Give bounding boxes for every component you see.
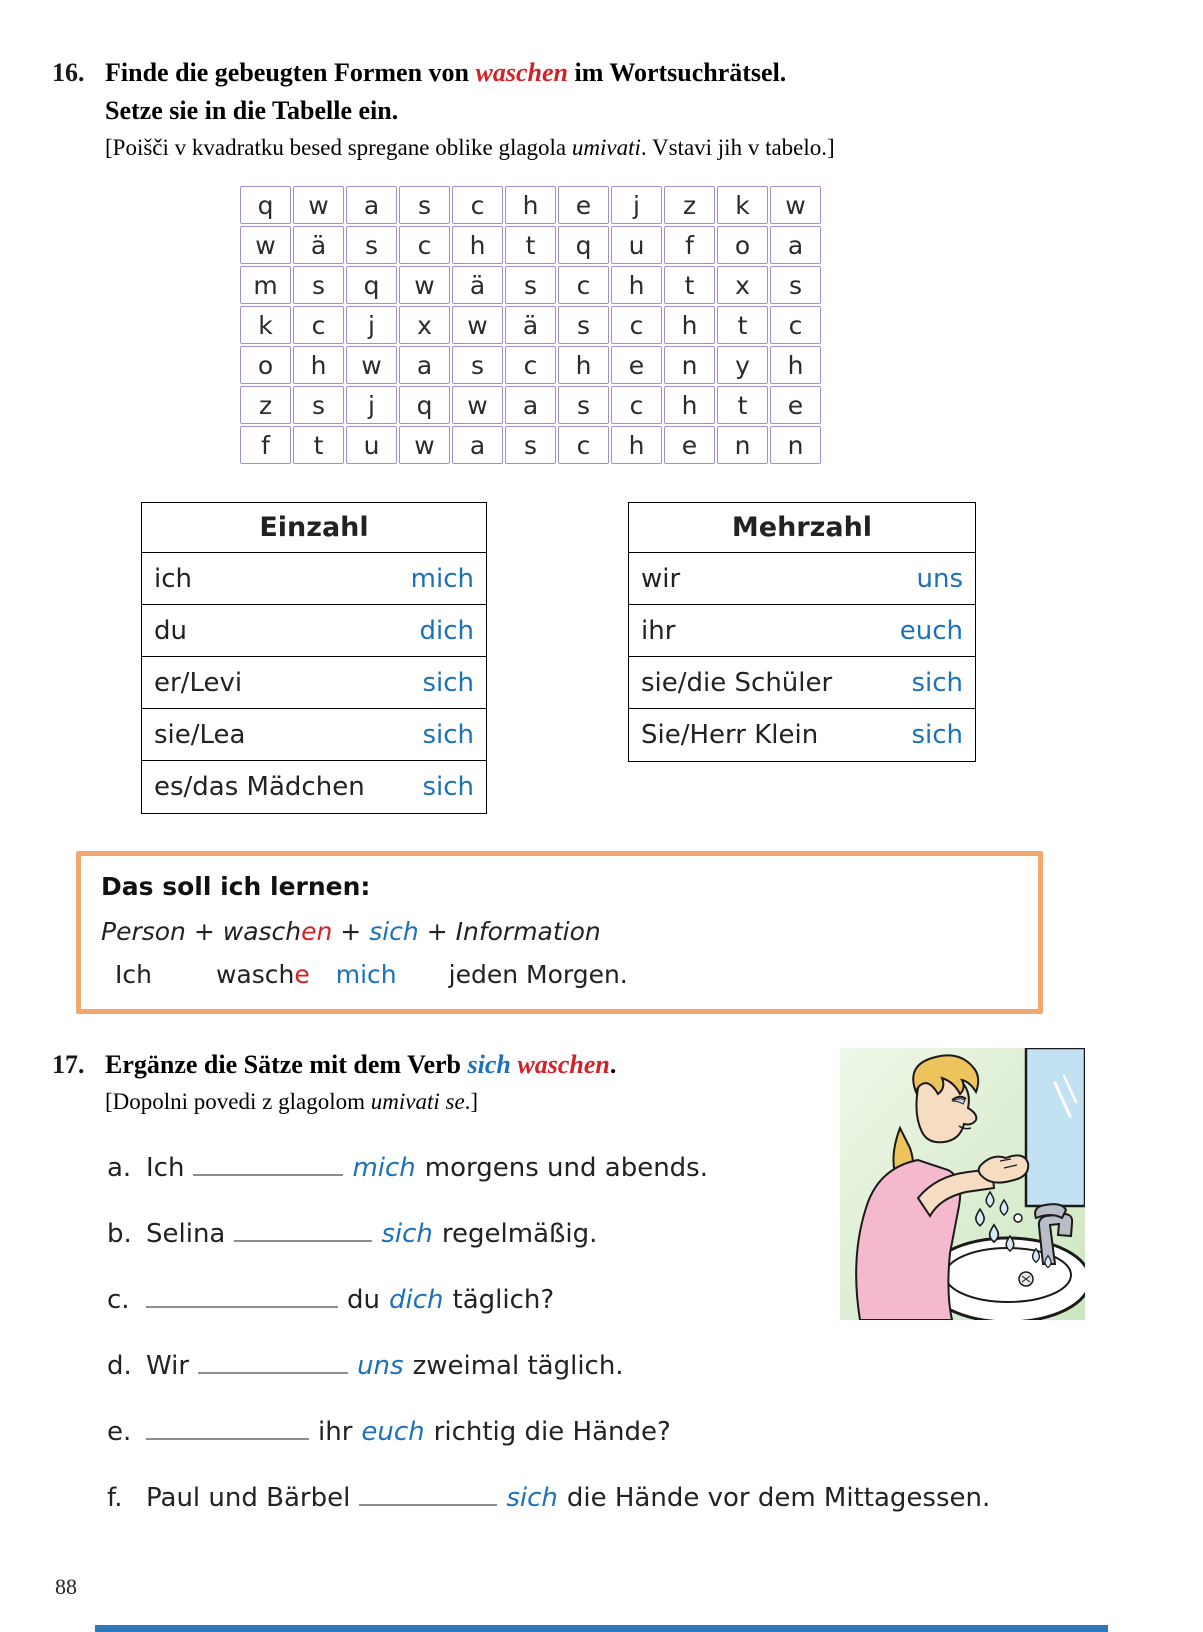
wordsearch-cell: h bbox=[505, 186, 556, 224]
wordsearch-cell: h bbox=[664, 306, 715, 344]
wordsearch-cell: q bbox=[399, 386, 450, 424]
sentence-label: c. bbox=[107, 1285, 130, 1315]
pronoun-label: du bbox=[154, 615, 187, 646]
learn-box-example: Ich wasche mich jeden Morgen. bbox=[115, 960, 628, 989]
wordsearch-cell: c bbox=[399, 226, 450, 264]
wordsearch-cell: c bbox=[452, 186, 503, 224]
wordsearch-cell: j bbox=[611, 186, 662, 224]
page-number: 88 bbox=[55, 1574, 77, 1599]
wordsearch-cell: e bbox=[664, 426, 715, 464]
wordsearch-cell: h bbox=[611, 266, 662, 304]
exercise-17-title: Ergänze die Sätze mit dem Verb sich waschen. bbox=[105, 1050, 617, 1079]
sentence-tail-text: regelmäßig. bbox=[441, 1219, 598, 1249]
sentence-tail-text: morgens und abends. bbox=[424, 1153, 708, 1183]
pronoun-row bbox=[629, 605, 975, 657]
wordsearch-cell: s bbox=[558, 306, 609, 344]
answer-blank bbox=[234, 1216, 372, 1242]
wordsearch-cell: w bbox=[452, 386, 503, 424]
reflexive-answer: sich bbox=[911, 667, 963, 698]
wordsearch-cell: c bbox=[611, 386, 662, 424]
sentence-lead-text: Ich bbox=[146, 1153, 185, 1183]
exercise-16-text bbox=[105, 54, 835, 166]
wordsearch-cell: t bbox=[293, 426, 344, 464]
wordsearch-cell: n bbox=[770, 426, 821, 464]
wordsearch-cell: z bbox=[240, 386, 291, 424]
exercise-17-header bbox=[52, 1046, 616, 1120]
highlight-waschen: waschen bbox=[510, 1050, 610, 1079]
wordsearch-cell: w bbox=[399, 266, 450, 304]
pronoun-row bbox=[142, 553, 486, 605]
wordsearch-cell: ä bbox=[293, 226, 344, 264]
pronoun-label: sie/die Schüler bbox=[641, 667, 833, 698]
answer-blank bbox=[198, 1348, 348, 1374]
mehrzahl-table bbox=[628, 502, 976, 762]
wordsearch-cell: ä bbox=[452, 266, 503, 304]
sentence-f bbox=[107, 1466, 1107, 1532]
reflexive-answer: sich bbox=[422, 772, 474, 802]
wordsearch-cell: w bbox=[770, 186, 821, 224]
sentence-lead-text: Wir bbox=[146, 1351, 190, 1381]
wordsearch-cell: s bbox=[770, 266, 821, 304]
pronoun-label: es/das Mädchen bbox=[154, 772, 365, 802]
sentence-tail-text: täglich? bbox=[452, 1285, 555, 1315]
learn-box-title: Das soll ich lernen: bbox=[101, 872, 371, 901]
wordsearch-cell: a bbox=[346, 186, 397, 224]
sentence-mid-text: ihr bbox=[318, 1417, 353, 1447]
sentence-mid-text: du bbox=[347, 1285, 380, 1315]
wordsearch-cell: x bbox=[717, 266, 768, 304]
wordsearch-cell: t bbox=[717, 306, 768, 344]
wordsearch-cell: s bbox=[346, 226, 397, 264]
wordsearch-cell: m bbox=[240, 266, 291, 304]
footer-bar bbox=[95, 1625, 1108, 1632]
mehrzahl-table-header: Mehrzahl bbox=[629, 503, 975, 553]
wordsearch-cell: w bbox=[399, 426, 450, 464]
wordsearch-cell: s bbox=[558, 386, 609, 424]
wordsearch-cell: n bbox=[717, 426, 768, 464]
pronoun-row bbox=[142, 709, 486, 761]
pronoun-label: ihr bbox=[641, 615, 676, 646]
wordsearch-cell: q bbox=[558, 226, 609, 264]
wordsearch-grid bbox=[240, 186, 821, 464]
wordsearch-cell: e bbox=[770, 386, 821, 424]
pronoun-row bbox=[629, 657, 975, 709]
exercise-16-header bbox=[52, 54, 835, 166]
wordsearch-cell: c bbox=[611, 306, 662, 344]
wordsearch-cell: s bbox=[293, 386, 344, 424]
wordsearch-cell: a bbox=[399, 346, 450, 384]
reflexive-pronoun: sich bbox=[506, 1483, 558, 1513]
wordsearch-cell: u bbox=[346, 426, 397, 464]
sentence-label: a. bbox=[107, 1153, 132, 1183]
highlight-sich: sich bbox=[467, 1050, 511, 1079]
sentence-lead-text: Paul und Bärbel bbox=[146, 1483, 351, 1513]
wordsearch-cell: t bbox=[717, 386, 768, 424]
sentence-tail-text: richtig die Hände? bbox=[433, 1417, 671, 1447]
learn-box-formula: Person + waschen + sich + Information bbox=[101, 917, 601, 946]
wordsearch-cell: t bbox=[664, 266, 715, 304]
wordsearch-cell: h bbox=[611, 426, 662, 464]
wordsearch-cell: h bbox=[452, 226, 503, 264]
reflexive-answer: mich bbox=[410, 563, 474, 594]
pronoun-row bbox=[142, 761, 486, 813]
wordsearch-cell: s bbox=[452, 346, 503, 384]
sentence-tail-text: die Hände vor dem Mittagessen. bbox=[566, 1483, 991, 1513]
wordsearch-cell: s bbox=[293, 266, 344, 304]
learn-box bbox=[76, 851, 1043, 1014]
wordsearch-cell: k bbox=[240, 306, 291, 344]
wordsearch-cell: n bbox=[664, 346, 715, 384]
wordsearch-cell: w bbox=[452, 306, 503, 344]
einzahl-table bbox=[141, 502, 487, 814]
exercise-16-title-line1: Finde die gebeugten Formen von waschen im Wortsuchrätsel. bbox=[105, 58, 787, 87]
wordsearch-cell: x bbox=[399, 306, 450, 344]
reflexive-answer: sich bbox=[911, 720, 963, 750]
wordsearch-cell: h bbox=[293, 346, 344, 384]
exercise-17-number: 17. bbox=[52, 1050, 85, 1079]
sentence-label: e. bbox=[107, 1417, 132, 1447]
wordsearch-cell: f bbox=[664, 226, 715, 264]
pronoun-row bbox=[629, 709, 975, 761]
exercise-16-title-line2: Setze sie in die Tabelle ein. bbox=[105, 96, 399, 125]
wordsearch-cell: c bbox=[770, 306, 821, 344]
sentence-lead-text: Selina bbox=[146, 1219, 226, 1249]
wordsearch-cell: o bbox=[717, 226, 768, 264]
answer-blank bbox=[146, 1414, 309, 1440]
wordsearch-cell: c bbox=[558, 266, 609, 304]
einzahl-table-header: Einzahl bbox=[142, 503, 486, 553]
wordsearch-cell: s bbox=[505, 266, 556, 304]
sentence-label: f. bbox=[107, 1483, 123, 1513]
pronoun-row bbox=[629, 553, 975, 605]
washing-illustration-svg bbox=[840, 1048, 1085, 1320]
wordsearch-cell: a bbox=[452, 426, 503, 464]
reflexive-pronoun: mich bbox=[352, 1153, 416, 1183]
pronoun-label: Sie/Herr Klein bbox=[641, 720, 819, 750]
wordsearch-cell: e bbox=[611, 346, 662, 384]
wordsearch-cell: w bbox=[240, 226, 291, 264]
reflexive-pronoun: sich bbox=[381, 1219, 433, 1249]
sentence-e bbox=[107, 1400, 1107, 1466]
wordsearch-cell: k bbox=[717, 186, 768, 224]
sentence-label: d. bbox=[107, 1351, 132, 1381]
washing-illustration bbox=[840, 1048, 1085, 1320]
wordsearch-cell: c bbox=[558, 426, 609, 464]
reflexive-answer: dich bbox=[419, 615, 474, 646]
exercise-17-text bbox=[105, 1046, 616, 1120]
pronoun-label: ich bbox=[154, 563, 192, 594]
wordsearch-cell: c bbox=[505, 346, 556, 384]
pronoun-label: sie/Lea bbox=[154, 719, 246, 750]
pronoun-row bbox=[142, 605, 486, 657]
reflexive-answer: euch bbox=[899, 615, 963, 646]
wordsearch-cell: c bbox=[293, 306, 344, 344]
wordsearch-cell: h bbox=[558, 346, 609, 384]
exercise-16-number: 16. bbox=[52, 58, 85, 87]
sentence-tail-text: zweimal täglich. bbox=[412, 1351, 624, 1381]
wordsearch-cell: u bbox=[611, 226, 662, 264]
wordsearch-cell: o bbox=[240, 346, 291, 384]
reflexive-pronoun: euch bbox=[361, 1417, 425, 1447]
exercise-17-translation: [Dopolni povedi z glagolom umivati se.] bbox=[105, 1089, 479, 1114]
pronoun-label: wir bbox=[641, 563, 681, 594]
answer-blank bbox=[193, 1150, 343, 1176]
pronoun-label: er/Levi bbox=[154, 667, 243, 698]
answer-blank bbox=[146, 1282, 338, 1308]
wordsearch-cell: q bbox=[240, 186, 291, 224]
reflexive-answer: sich bbox=[422, 667, 474, 698]
wordsearch-cell: a bbox=[505, 386, 556, 424]
reflexive-pronoun: uns bbox=[357, 1351, 404, 1381]
wordsearch-cell: w bbox=[293, 186, 344, 224]
wordsearch-cell: t bbox=[505, 226, 556, 264]
sentence-label: b. bbox=[107, 1219, 132, 1249]
reflexive-answer: uns bbox=[916, 563, 963, 594]
answer-blank bbox=[359, 1480, 497, 1506]
wordsearch-cell: j bbox=[346, 386, 397, 424]
wordsearch-cell: s bbox=[505, 426, 556, 464]
wordsearch-cell: w bbox=[346, 346, 397, 384]
reflexive-pronoun: dich bbox=[388, 1285, 444, 1315]
sentence-d bbox=[107, 1334, 1107, 1400]
wordsearch-cell: h bbox=[664, 386, 715, 424]
wordsearch-cell: j bbox=[346, 306, 397, 344]
wordsearch-cell: q bbox=[346, 266, 397, 304]
wordsearch-cell: h bbox=[770, 346, 821, 384]
wordsearch-cell: ä bbox=[505, 306, 556, 344]
pronoun-row bbox=[142, 657, 486, 709]
wordsearch-cell: y bbox=[717, 346, 768, 384]
wordsearch-cell: s bbox=[399, 186, 450, 224]
highlight-waschen: waschen bbox=[475, 58, 568, 87]
wordsearch-cell: z bbox=[664, 186, 715, 224]
exercise-16-translation: [Poišči v kvadratku besed spregane oblike glagola umivati. Vstavi jih v tabelo.] bbox=[105, 135, 835, 160]
reflexive-answer: sich bbox=[422, 719, 474, 750]
wordsearch-cell: a bbox=[770, 226, 821, 264]
wordsearch-cell: e bbox=[558, 186, 609, 224]
wordsearch-cell: f bbox=[240, 426, 291, 464]
